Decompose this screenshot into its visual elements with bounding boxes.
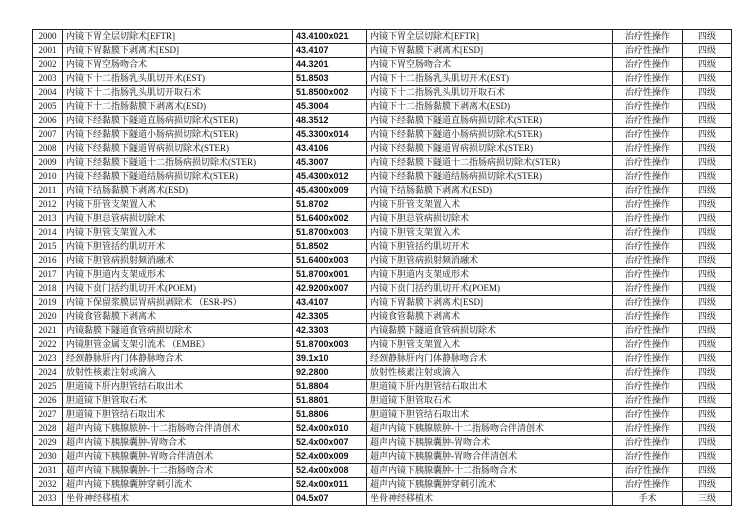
procedure-code: 51.8804 — [293, 380, 367, 394]
operation-level: 四级 — [683, 310, 732, 324]
table-row — [33, 422, 732, 436]
procedure-name: 内镜下十二指肠乳头肌切开术(EST) — [63, 72, 293, 86]
operation-category: 治疗性操作 — [613, 324, 683, 338]
operation-level: 四级 — [683, 464, 732, 478]
procedure-table-body — [33, 30, 732, 506]
procedure-name: 超声内镜下胰腺囊肿-十二指肠吻合术 — [63, 464, 293, 478]
row-number: 2024 — [33, 366, 63, 380]
procedure-code: 42.3303 — [293, 324, 367, 338]
procedure-name-secondary: 胆道镜下胆管结石取出术 — [367, 408, 613, 422]
operation-category: 治疗性操作 — [613, 436, 683, 450]
row-number: 2000 — [33, 30, 63, 44]
row-number: 2031 — [33, 464, 63, 478]
procedure-name: 内镜下胆总管病损切除术 — [63, 212, 293, 226]
procedure-name: 内镜下胃全层切除术[EFTR] — [63, 30, 293, 44]
procedure-code: 51.8700x001 — [293, 268, 367, 282]
operation-level: 四级 — [683, 212, 732, 226]
table-row — [33, 114, 732, 128]
procedure-name-secondary: 内镜下胃黏膜下剥离术[ESD] — [367, 296, 613, 310]
operation-category: 治疗性操作 — [613, 310, 683, 324]
procedure-code: 43.4100x021 — [293, 30, 367, 44]
procedure-name-secondary: 内镜黏膜下隧道食管病损切除术 — [367, 324, 613, 338]
operation-level: 四级 — [683, 198, 732, 212]
row-number: 2017 — [33, 268, 63, 282]
row-number: 2019 — [33, 296, 63, 310]
operation-category: 治疗性操作 — [613, 254, 683, 268]
table-row — [33, 296, 732, 310]
operation-level: 四级 — [683, 72, 732, 86]
table-row — [33, 352, 732, 366]
operation-level: 四级 — [683, 254, 732, 268]
procedure-name-secondary: 放射性核素注射或滴入 — [367, 366, 613, 380]
row-number: 2030 — [33, 450, 63, 464]
row-number: 2014 — [33, 226, 63, 240]
procedure-name: 内镜下胃空肠吻合术 — [63, 58, 293, 72]
procedure-code: 51.8503 — [293, 72, 367, 86]
procedure-name-secondary: 内镜下胆管支架置入术 — [367, 338, 613, 352]
procedure-code: 51.6400x003 — [293, 254, 367, 268]
procedure-name: 内镜下胃黏膜下剥离术[ESD] — [63, 44, 293, 58]
procedure-name-secondary: 内镜下肝管支架置入术 — [367, 198, 613, 212]
operation-level: 四级 — [683, 30, 732, 44]
operation-category: 治疗性操作 — [613, 30, 683, 44]
table-row — [33, 100, 732, 114]
procedure-code: 52.4x00x007 — [293, 436, 367, 450]
procedure-name: 内镜下胆道内支架成形术 — [63, 268, 293, 282]
row-number: 2021 — [33, 324, 63, 338]
operation-category: 治疗性操作 — [613, 44, 683, 58]
operation-level: 四级 — [683, 366, 732, 380]
row-number: 2022 — [33, 338, 63, 352]
row-number: 2028 — [33, 422, 63, 436]
row-number: 2013 — [33, 212, 63, 226]
operation-level: 四级 — [683, 240, 732, 254]
operation-category: 治疗性操作 — [613, 408, 683, 422]
procedure-code: 45.4300x012 — [293, 170, 367, 184]
operation-level: 四级 — [683, 436, 732, 450]
procedure-code: 43.4106 — [293, 142, 367, 156]
procedure-name-secondary: 超声内镜下胰腺囊肿-十二指肠吻合术 — [367, 464, 613, 478]
procedure-code: 51.6400x002 — [293, 212, 367, 226]
procedure-name: 超声内镜下胰腺脓肿-十二指肠吻合伴清创术 — [63, 422, 293, 436]
row-number: 2009 — [33, 156, 63, 170]
procedure-name: 胆道镜下胆管结石取出术 — [63, 408, 293, 422]
procedure-name-secondary: 内镜下胆管支架置入术 — [367, 226, 613, 240]
operation-category: 治疗性操作 — [613, 72, 683, 86]
table-row — [33, 408, 732, 422]
row-number: 2003 — [33, 72, 63, 86]
procedure-name-secondary: 胆道镜下肝内胆管结石取出术 — [367, 380, 613, 394]
procedure-name: 超声内镜下胰腺囊肿-胃吻合伴清创术 — [63, 450, 293, 464]
table-row — [33, 226, 732, 240]
procedure-name-secondary: 超声内镜下胰腺囊肿-胃吻合伴清创术 — [367, 450, 613, 464]
operation-category: 治疗性操作 — [613, 450, 683, 464]
procedure-name-secondary: 内镜下胃全层切除术[EFTR] — [367, 30, 613, 44]
procedure-name-secondary: 内镜下胆管病损射频消融术 — [367, 254, 613, 268]
table-row — [33, 492, 732, 506]
operation-level: 四级 — [683, 156, 732, 170]
row-number: 2029 — [33, 436, 63, 450]
row-number: 2008 — [33, 142, 63, 156]
procedure-name-secondary: 内镜下胆总管病损切除术 — [367, 212, 613, 226]
operation-category: 治疗性操作 — [613, 226, 683, 240]
row-number: 2004 — [33, 86, 63, 100]
procedure-name: 胆道镜下肝内胆管结石取出术 — [63, 380, 293, 394]
procedure-name: 内镜胆管金属支架引流术 （EMBE） — [63, 338, 293, 352]
operation-level: 四级 — [683, 478, 732, 492]
procedure-name-secondary: 内镜下胆管括约肌切开术 — [367, 240, 613, 254]
table-row — [33, 380, 732, 394]
operation-category: 治疗性操作 — [613, 184, 683, 198]
procedure-code: 45.4300x009 — [293, 184, 367, 198]
procedure-name: 内镜下十二指肠乳头肌切开取石术 — [63, 86, 293, 100]
row-number: 2011 — [33, 184, 63, 198]
operation-level: 四级 — [683, 422, 732, 436]
procedure-name: 内镜食管黏膜下剥离术 — [63, 310, 293, 324]
operation-level: 四级 — [683, 44, 732, 58]
procedure-name-secondary: 内镜下十二指肠乳头肌切开取石术 — [367, 86, 613, 100]
operation-level: 四级 — [683, 86, 732, 100]
row-number: 2027 — [33, 408, 63, 422]
procedure-name-secondary: 坐骨神经移植术 — [367, 492, 613, 506]
table-row — [33, 450, 732, 464]
table-row — [33, 366, 732, 380]
row-number: 2026 — [33, 394, 63, 408]
operation-category: 治疗性操作 — [613, 128, 683, 142]
procedure-code: 45.3007 — [293, 156, 367, 170]
procedure-name: 内镜下胆管支架置入术 — [63, 226, 293, 240]
operation-level: 四级 — [683, 170, 732, 184]
operation-category: 治疗性操作 — [613, 422, 683, 436]
operation-level: 四级 — [683, 128, 732, 142]
procedure-name: 内镜下经黏膜下隧道直肠病损切除术(STER) — [63, 114, 293, 128]
procedure-code: 43.4107 — [293, 44, 367, 58]
procedure-name-secondary: 内镜食管黏膜下剥离术 — [367, 310, 613, 324]
procedure-code: 92.2800 — [293, 366, 367, 380]
row-number: 2001 — [33, 44, 63, 58]
procedure-name: 内镜下结肠黏膜下剥离术(ESD) — [63, 184, 293, 198]
table-row — [33, 240, 732, 254]
operation-level: 四级 — [683, 450, 732, 464]
procedure-name: 内镜下肝管支架置入术 — [63, 198, 293, 212]
table-row — [33, 282, 732, 296]
table-row — [33, 436, 732, 450]
row-number: 2002 — [33, 58, 63, 72]
operation-category: 治疗性操作 — [613, 198, 683, 212]
procedure-code: 42.3305 — [293, 310, 367, 324]
table-row — [33, 86, 732, 100]
procedure-name-secondary: 经颈静脉肝内门体静脉吻合术 — [367, 352, 613, 366]
procedure-name: 胆道镜下胆管取石术 — [63, 394, 293, 408]
procedure-name-secondary: 内镜下胃空肠吻合术 — [367, 58, 613, 72]
procedure-name-secondary: 内镜下胃黏膜下剥离术[ESD] — [367, 44, 613, 58]
procedure-code: 42.9200x007 — [293, 282, 367, 296]
operation-level: 四级 — [683, 408, 732, 422]
procedure-name: 超声内镜下胰腺囊肿穿刺引流术 — [63, 478, 293, 492]
procedure-name: 内镜下胆管病损射频消融术 — [63, 254, 293, 268]
row-number: 2016 — [33, 254, 63, 268]
operation-category: 治疗性操作 — [613, 100, 683, 114]
table-row — [33, 198, 732, 212]
operation-level: 四级 — [683, 226, 732, 240]
table-row — [33, 212, 732, 226]
procedure-name: 内镜黏膜下隧道食管病损切除术 — [63, 324, 293, 338]
procedure-code: 51.8502 — [293, 240, 367, 254]
procedure-name-secondary: 内镜下十二指肠黏膜下剥离术(ESD) — [367, 100, 613, 114]
operation-category: 治疗性操作 — [613, 86, 683, 100]
procedure-name-secondary: 内镜下经黏膜下隧道结肠病损切除术(STER) — [367, 170, 613, 184]
procedure-code: 44.3201 — [293, 58, 367, 72]
operation-level: 四级 — [683, 184, 732, 198]
procedure-code: 51.8700x003 — [293, 338, 367, 352]
operation-level: 四级 — [683, 268, 732, 282]
procedure-name-secondary: 内镜下经黏膜下隧道胃病损切除术(STER) — [367, 142, 613, 156]
row-number: 2033 — [33, 492, 63, 506]
operation-category: 治疗性操作 — [613, 156, 683, 170]
procedure-name: 内镜下十二指肠黏膜下剥离术(ESD) — [63, 100, 293, 114]
row-number: 2025 — [33, 380, 63, 394]
operation-category: 手术 — [613, 492, 683, 506]
procedure-code: 39.1x10 — [293, 352, 367, 366]
table-row — [33, 268, 732, 282]
operation-category: 治疗性操作 — [613, 282, 683, 296]
operation-category: 治疗性操作 — [613, 212, 683, 226]
procedure-code: 52.4x00x010 — [293, 422, 367, 436]
procedure-code: 51.8700x003 — [293, 226, 367, 240]
procedure-name: 内镜下经黏膜下隧道十二指肠病损切除术(STER) — [63, 156, 293, 170]
procedure-name: 内镜下经黏膜下隧道小肠病损切除术(STER) — [63, 128, 293, 142]
row-number: 2032 — [33, 478, 63, 492]
table-row — [33, 170, 732, 184]
table-row — [33, 478, 732, 492]
operation-level: 三级 — [683, 492, 732, 506]
operation-level: 四级 — [683, 114, 732, 128]
operation-category: 治疗性操作 — [613, 58, 683, 72]
table-row — [33, 30, 732, 44]
procedure-name-secondary: 超声内镜下胰腺囊肿-胃吻合术 — [367, 436, 613, 450]
operation-level: 四级 — [683, 296, 732, 310]
procedure-name: 内镜下保留浆膜层胃病损剥除术 （ESR-PS） — [63, 296, 293, 310]
operation-category: 治疗性操作 — [613, 366, 683, 380]
procedure-code: 52.4x00x011 — [293, 478, 367, 492]
procedure-code: 52.4x00x009 — [293, 450, 367, 464]
procedure-code: 45.3300x014 — [293, 128, 367, 142]
procedure-name: 经颈静脉肝内门体静脉吻合术 — [63, 352, 293, 366]
row-number: 2012 — [33, 198, 63, 212]
operation-category: 治疗性操作 — [613, 338, 683, 352]
operation-level: 四级 — [683, 338, 732, 352]
operation-category: 治疗性操作 — [613, 380, 683, 394]
operation-level: 四级 — [683, 352, 732, 366]
procedure-name-secondary: 内镜下贲门括约肌切开术(POEM) — [367, 282, 613, 296]
table-row — [33, 58, 732, 72]
procedure-code: 52.4x00x008 — [293, 464, 367, 478]
operation-level: 四级 — [683, 142, 732, 156]
procedure-code: 51.8702 — [293, 198, 367, 212]
table-row — [33, 72, 732, 86]
operation-category: 治疗性操作 — [613, 240, 683, 254]
procedure-code: 51.8801 — [293, 394, 367, 408]
table-row — [33, 254, 732, 268]
operation-level: 四级 — [683, 282, 732, 296]
table-row — [33, 128, 732, 142]
row-number: 2007 — [33, 128, 63, 142]
procedure-code: 45.3004 — [293, 100, 367, 114]
table-row — [33, 44, 732, 58]
row-number: 2023 — [33, 352, 63, 366]
procedure-name-secondary: 超声内镜下胰腺脓肿-十二指肠吻合伴清创术 — [367, 422, 613, 436]
row-number: 2006 — [33, 114, 63, 128]
operation-level: 四级 — [683, 100, 732, 114]
procedure-code: 48.3512 — [293, 114, 367, 128]
table-row — [33, 310, 732, 324]
procedure-name: 超声内镜下胰腺囊肿-胃吻合术 — [63, 436, 293, 450]
table-row — [33, 338, 732, 352]
operation-category: 治疗性操作 — [613, 352, 683, 366]
table-row — [33, 394, 732, 408]
operation-category: 治疗性操作 — [613, 394, 683, 408]
procedure-name-secondary: 超声内镜下胰腺囊肿穿刺引流术 — [367, 478, 613, 492]
operation-category: 治疗性操作 — [613, 142, 683, 156]
operation-category: 治疗性操作 — [613, 478, 683, 492]
procedure-name-secondary: 内镜下经黏膜下隧道十二指肠病损切除术(STER) — [367, 156, 613, 170]
procedure-name-secondary: 内镜下胆道内支架成形术 — [367, 268, 613, 282]
procedure-code: 51.8806 — [293, 408, 367, 422]
table-row — [33, 142, 732, 156]
procedure-name-secondary: 内镜下经黏膜下隧道小肠病损切除术(STER) — [367, 128, 613, 142]
procedure-name-secondary: 内镜下十二指肠乳头肌切开术(EST) — [367, 72, 613, 86]
row-number: 2005 — [33, 100, 63, 114]
procedure-name: 坐骨神经移植术 — [63, 492, 293, 506]
row-number: 2020 — [33, 310, 63, 324]
procedure-name: 内镜下经黏膜下隧道结肠病损切除术(STER) — [63, 170, 293, 184]
procedure-name: 放射性核素注射或滴入 — [63, 366, 293, 380]
procedure-name-secondary: 内镜下结肠黏膜下剥离术(ESD) — [367, 184, 613, 198]
procedure-code: 04.5x07 — [293, 492, 367, 506]
procedure-table — [32, 29, 732, 506]
procedure-name-secondary: 胆道镜下胆管取石术 — [367, 394, 613, 408]
procedure-name: 内镜下胆管括约肌切开术 — [63, 240, 293, 254]
table-row — [33, 156, 732, 170]
row-number: 2010 — [33, 170, 63, 184]
operation-level: 四级 — [683, 58, 732, 72]
operation-category: 治疗性操作 — [613, 114, 683, 128]
operation-level: 四级 — [683, 380, 732, 394]
table-row — [33, 464, 732, 478]
table-row — [33, 324, 732, 338]
procedure-code: 43.4107 — [293, 296, 367, 310]
row-number: 2015 — [33, 240, 63, 254]
table-row — [33, 184, 732, 198]
operation-level: 四级 — [683, 324, 732, 338]
operation-category: 治疗性操作 — [613, 296, 683, 310]
procedure-code: 51.8500x002 — [293, 86, 367, 100]
operation-category: 治疗性操作 — [613, 464, 683, 478]
procedure-name-secondary: 内镜下经黏膜下隧道直肠病损切除术(STER) — [367, 114, 613, 128]
operation-category: 治疗性操作 — [613, 268, 683, 282]
procedure-name: 内镜下经黏膜下隧道胃病损切除术(STER) — [63, 142, 293, 156]
procedure-name: 内镜下贲门括约肌切开术(POEM) — [63, 282, 293, 296]
row-number: 2018 — [33, 282, 63, 296]
operation-level: 四级 — [683, 394, 732, 408]
operation-category: 治疗性操作 — [613, 170, 683, 184]
